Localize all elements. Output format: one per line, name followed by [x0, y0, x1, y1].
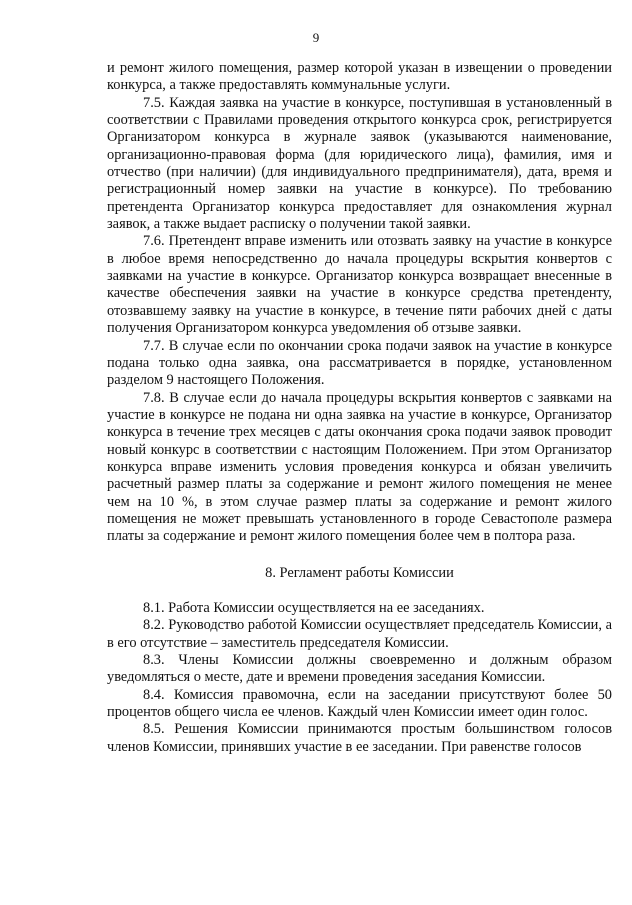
paragraph-7-7: 7.7. В случае если по окончании срока подачи заявок на участие в конкурсе подана только одна заявка, она рассматривается в порядке, установленном разделом 9 настоящего Положения.: [107, 337, 612, 389]
paragraph-8-2: 8.2. Руководство работой Комиссии осуществляет председатель Комиссии, а в его отсутствие – заместитель председателя Комиссии.: [107, 617, 612, 651]
paragraph-8-1: 8.1. Работа Комиссии осуществляется на ее заседаниях.: [143, 599, 485, 616]
paragraph-7-5: 7.5. Каждая заявка на участие в конкурсе, поступившая в установленный в соответствии с Правилами проведения открытого конкурса срок, регистрируется Организатором конкурса в журнале заявок (указываются наименование, организационно-правовая форма (для юридического лица), фамилия, имя и отчество (при наличии) (для индивидуального предпринимателя), дата, время и регистрационный номер заявки на участие в конкурсе). По требованию претендента Организатор конкурса предоставляет для ознакомления журнал заявок, а также выдает расписку о получении такой заявки.: [107, 94, 612, 233]
paragraph-7-8: 7.8. В случае если до начала процедуры вскрытия конвертов с заявками на участие в конкурсе не подана ни одна заявка на участие в конкурсе, Организатор конкурса в течение трех месяцев с даты окончания срока подачи заявок проводит новый конкурс в соответствии с настоящим Положением. При этом Организатор конкурса вправе изменить условия проведения конкурса и обязан увеличить расчетный размер платы за содержание и ремонт жилого помещения не менее чем на 10 %, в этом случае размер платы за содержание и ремонт жилого помещения не может превышать установленного в городе Севастополе размера платы за содержание и ремонт жилого помещения более чем в полтора раза.: [107, 389, 612, 545]
paragraph-continuation: и ремонт жилого помещения, размер которой указан в извещении о проведении конкурса, а также предоставлять коммунальные услуги.: [107, 60, 612, 94]
paragraph-7-6: 7.6. Претендент вправе изменить или отозвать заявку на участие в конкурсе в любое время непосредственно до начала процедуры вскрытия конвертов с заявками на участие в конкурсе. Организатор конкурса возвращает внесенные в качестве обеспечения заявки на участие в конкурсе средства претенденту, отозвавшему заявку на участие в конкурсе, в течение пяти рабочих дней с даты получения Организатором конкурса уведомления об отзыве заявки.: [107, 233, 612, 337]
document-body: [107, 60, 612, 756]
paragraph-8-3: 8.3. Члены Комиссии должны своевременно и должным образом уведомляться о месте, дате и времени проведения заседания Комиссии.: [107, 652, 612, 686]
paragraph-8-5: 8.5. Решения Комиссии принимаются простым большинством голосов членов Комиссии, принявших участие в ее заседании. При равенстве голосов: [107, 721, 612, 755]
paragraph-8-4: 8.4. Комиссия правомочна, если на заседании присутствуют более 50 процентов общего числа ее членов. Каждый член Комиссии имеет один голос.: [107, 686, 612, 721]
page-number: 9: [312, 30, 320, 45]
section-heading: 8. Регламент работы Комиссии: [265, 564, 454, 581]
